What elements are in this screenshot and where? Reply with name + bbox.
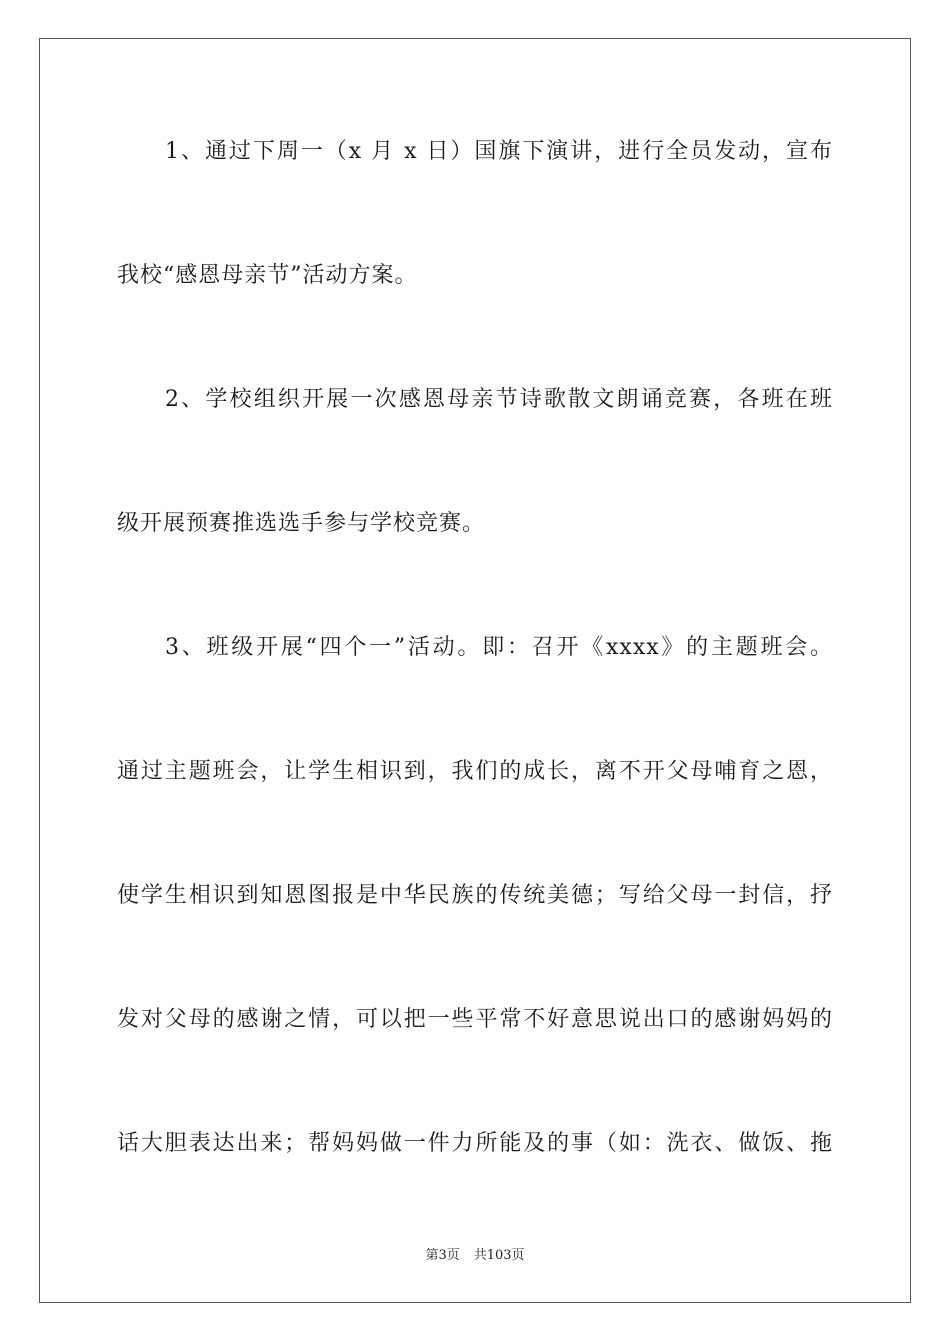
paragraph-3-line-4: 发对父母的感谢之情，可以把一些平常不好意思说出口的感谢妈妈的: [117, 1007, 833, 1032]
paragraph-1-line-1: 1、通过下周一（x 月 x 日）国旗下演讲，进行全员发动，宣布: [165, 139, 833, 164]
paragraph-3-line-1: 3、班级开展“四个一”活动。即：召开《xxxx》的主题班会。: [165, 635, 833, 660]
paragraph-1-line-2: 我校“感恩母亲节”活动方案。: [117, 263, 418, 288]
paragraph-3-line-3: 使学生相识到知恩图报是中华民族的传统美德；写给父母一封信，抒: [117, 883, 833, 908]
page-number: 第3页: [425, 1248, 460, 1263]
page-border: [39, 38, 911, 1303]
page-total: 共103页: [473, 1248, 525, 1263]
page-footer: [0, 1247, 950, 1265]
paragraph-2-line-1: 2、学校组织开展一次感恩母亲节诗歌散文朗诵竞赛，各班在班: [165, 387, 833, 412]
paragraph-3-line-5: 话大胆表达出来；帮妈妈做一件力所能及的事（如：洗衣、做饭、拖: [117, 1131, 833, 1156]
paragraph-2-line-2: 级开展预赛推选选手参与学校竞赛。: [117, 511, 486, 536]
paragraph-3-line-2: 通过主题班会，让学生相识到，我们的成长，离不开父母哺育之恩，: [117, 759, 833, 784]
